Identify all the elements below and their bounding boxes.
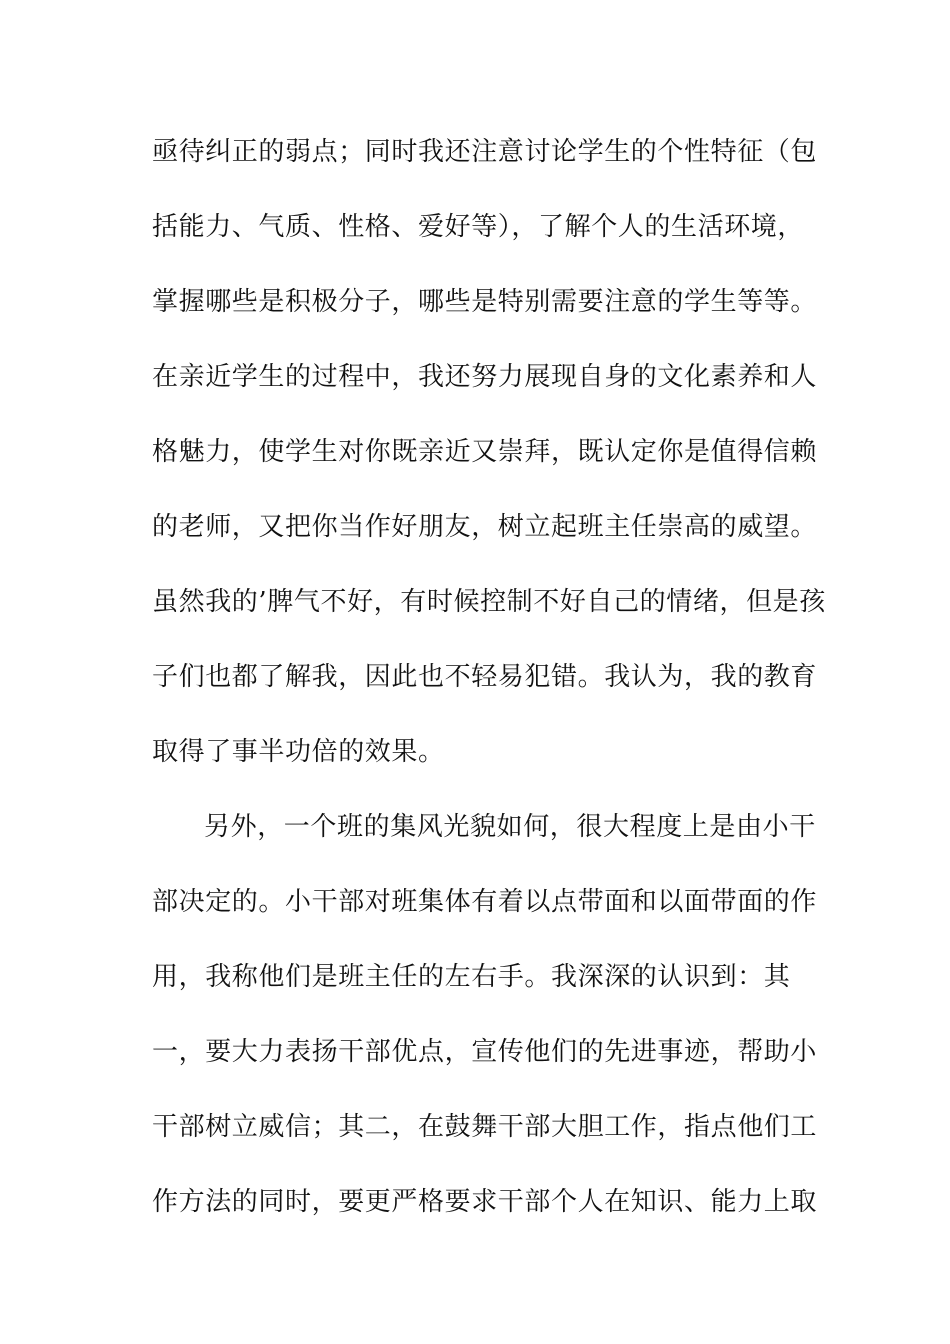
text-line: 取得了事半功倍的效果。 xyxy=(152,737,445,767)
text-line: 部决定的。小干部对班集体有着以点带面和以面带面的作 xyxy=(152,887,818,917)
text-line: 括能力、气质、性格、爱好等），了解个人的生活环境， xyxy=(152,212,805,242)
text-line: 掌握哪些是积极分子，哪些是特别需要注意的学生等等。 xyxy=(152,287,818,317)
text-line: 用，我称他们是班主任的左右手。我深深的认识到：其 xyxy=(152,962,791,992)
text-line: 虽然我的’脾气不好，有时候控制不好自己的情绪，但是孩 xyxy=(152,587,826,617)
text-line: 的老师，又把你当作好朋友，树立起班主任崇高的威望。 xyxy=(152,512,818,542)
text-line: 作方法的同时，要更严格要求干部个人在知识、能力上取 xyxy=(152,1187,818,1217)
text-line: 格魅力，使学生对你既亲近又崇拜，既认定你是值得信赖 xyxy=(152,437,818,467)
text-line: 亟待纠正的弱点；同时我还注意讨论学生的个性特征（包 xyxy=(152,137,818,167)
text-line: 子们也都了解我，因此也不轻易犯错。我认为，我的教育 xyxy=(152,662,818,692)
text-line: 一，要大力表扬干部优点，宣传他们的先进事迹，帮助小 xyxy=(152,1037,818,1067)
text-line: 干部树立威信；其二，在鼓舞干部大胆工作，指点他们工 xyxy=(152,1112,818,1142)
paragraph-first-line: 另外，一个班的集风光貌如何，很大程度上是由小干 xyxy=(204,812,816,842)
text-line: 在亲近学生的过程中，我还努力展现自身的文化素养和人 xyxy=(152,362,818,392)
